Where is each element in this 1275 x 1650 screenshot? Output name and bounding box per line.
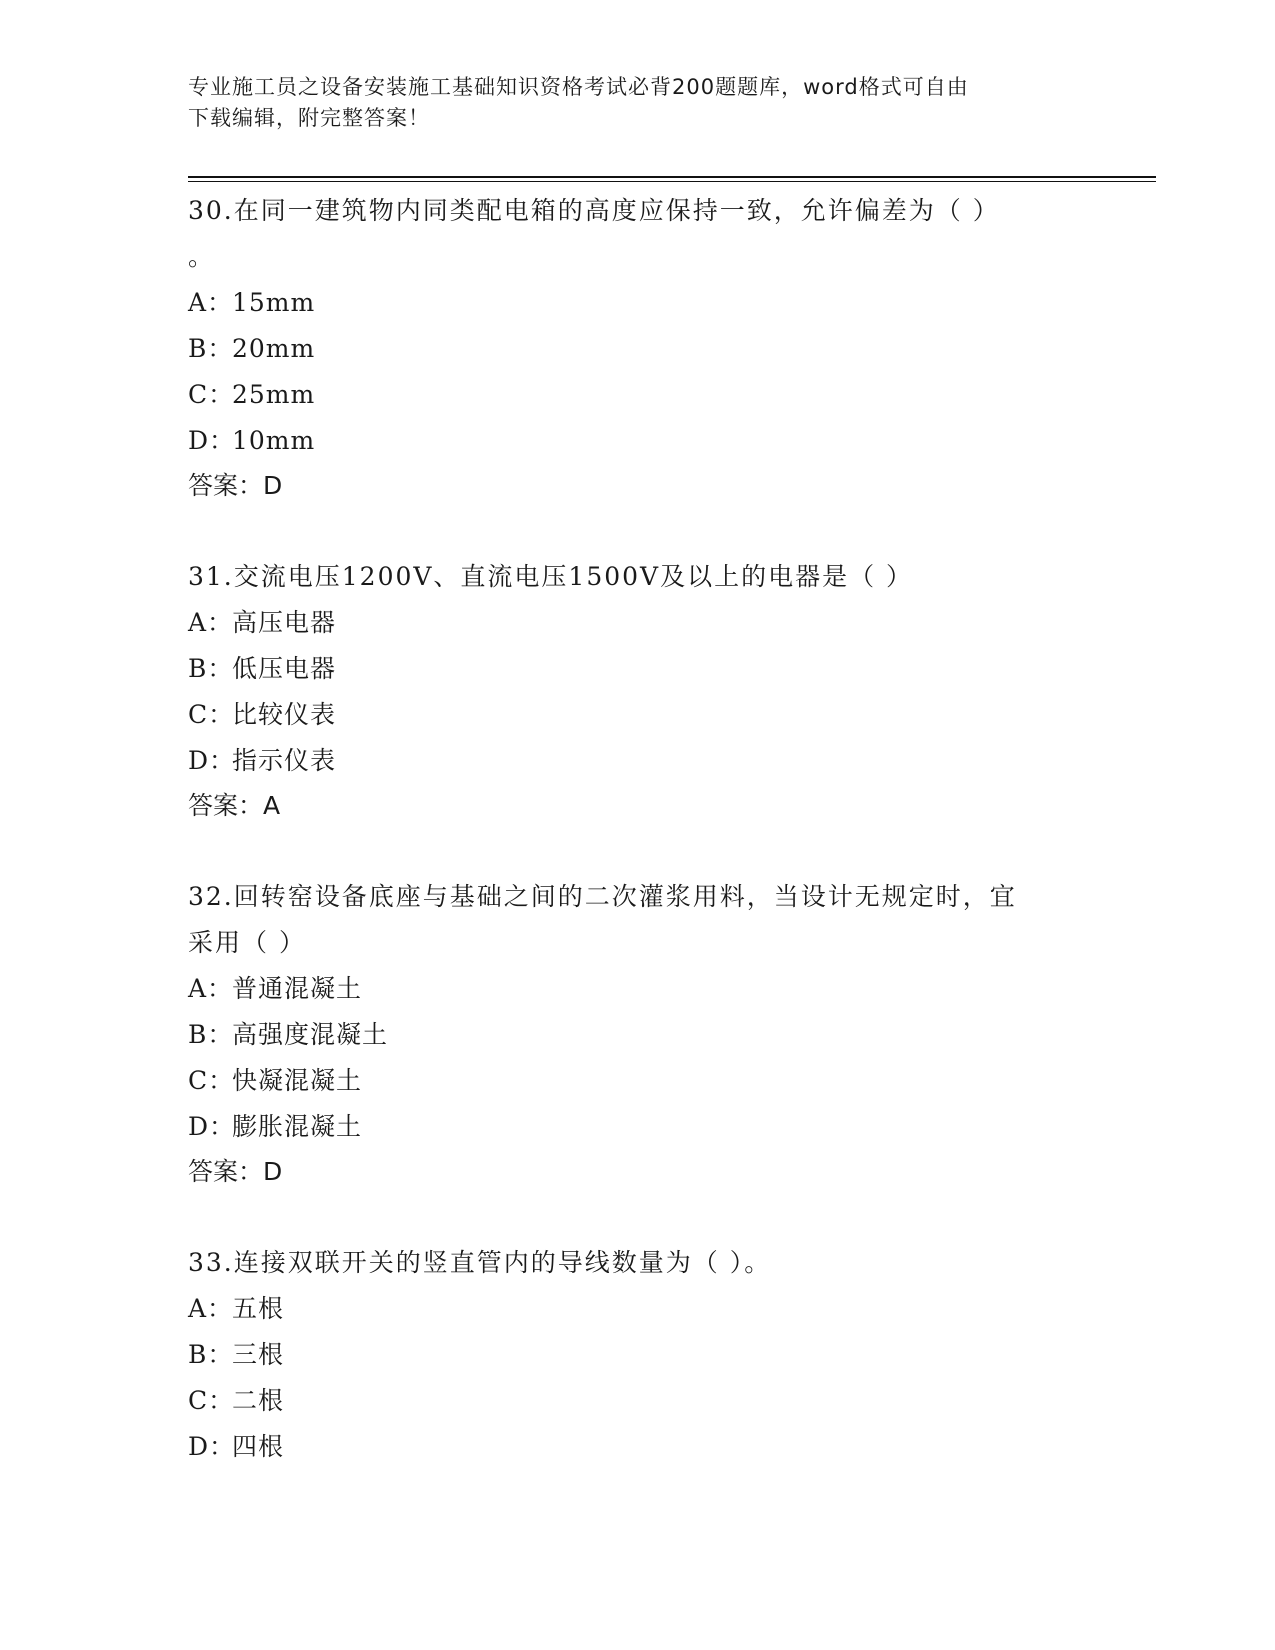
option-text: 三根 [232,1340,285,1369]
spacer [188,828,1088,874]
option-text: 四根 [232,1432,285,1461]
option-label: C： [188,700,235,729]
option-text: 二根 [232,1386,285,1415]
option-label: C： [188,1386,235,1415]
answer-line: 答案：A [188,791,281,820]
header-line-1: 专业施工员之设备安装施工基础知识资格考试必背200题题库，word格式可自由 [188,75,969,99]
option-label: A： [188,974,234,1003]
question-32 [188,874,1088,1194]
option-b [188,326,1088,372]
option-c [188,1378,1088,1424]
question-stem: 31.交流电压1200V、直流电压1500V及以上的电器是（ ） [188,562,914,591]
option-c [188,692,1088,738]
option-label: B： [188,334,234,363]
option-text: 普通混凝土 [232,974,363,1003]
option-text: 高强度混凝土 [232,1020,389,1049]
option-label: D： [188,746,236,775]
spacer [188,508,1088,554]
question-list [188,188,1088,1470]
option-text: 指示仪表 [232,746,337,775]
question-33 [188,1240,1088,1470]
question-stem: 32.回转窑设备底座与基础之间的二次灌浆用料，当设计无规定时，宜 [188,882,1017,911]
option-label: D： [188,1112,236,1141]
option-a [188,1286,1088,1332]
question-stem: 30.在同一建筑物内同类配电箱的高度应保持一致，允许偏差为（ ） [188,196,1000,225]
question-30 [188,188,1088,508]
option-label: A： [188,288,234,317]
option-text: 20mm [232,334,316,363]
option-text: 五根 [232,1294,285,1323]
option-text: 15mm [232,288,316,317]
option-text: 低压电器 [232,654,337,683]
option-d [188,418,1088,464]
option-label: D： [188,426,236,455]
option-label: A： [188,1294,234,1323]
question-31 [188,554,1088,828]
spacer [188,1194,1088,1240]
option-label: B： [188,1020,234,1049]
answer-line: 答案：D [188,1157,283,1186]
answer-line: 答案：D [188,471,283,500]
option-text: 膨胀混凝土 [232,1112,363,1141]
option-d [188,738,1088,784]
option-a [188,280,1088,326]
document-header [188,72,1088,134]
option-text: 快凝混凝土 [232,1066,363,1095]
option-label: C： [188,380,235,409]
question-stem-continuation: 。 [188,242,216,271]
header-divider-thick [188,176,1156,178]
option-d [188,1104,1088,1150]
option-d [188,1424,1088,1470]
option-a [188,966,1088,1012]
option-text: 25mm [232,380,316,409]
question-stem: 33.连接双联开关的竖直管内的导线数量为（ ）。 [188,1248,772,1277]
option-label: B： [188,1340,234,1369]
option-b [188,646,1088,692]
header-line-2: 下载编辑，附完整答案！ [188,106,430,130]
option-label: B： [188,654,234,683]
option-label: D： [188,1432,236,1461]
option-text: 高压电器 [232,608,337,637]
option-b [188,1332,1088,1378]
option-b [188,1012,1088,1058]
option-text: 10mm [232,426,316,455]
option-label: C： [188,1066,235,1095]
option-text: 比较仪表 [232,700,337,729]
option-a [188,600,1088,646]
question-stem-continuation: 采用（ ） [188,928,306,957]
header-divider-thin [188,181,1156,182]
option-label: A： [188,608,234,637]
option-c [188,1058,1088,1104]
option-c [188,372,1088,418]
